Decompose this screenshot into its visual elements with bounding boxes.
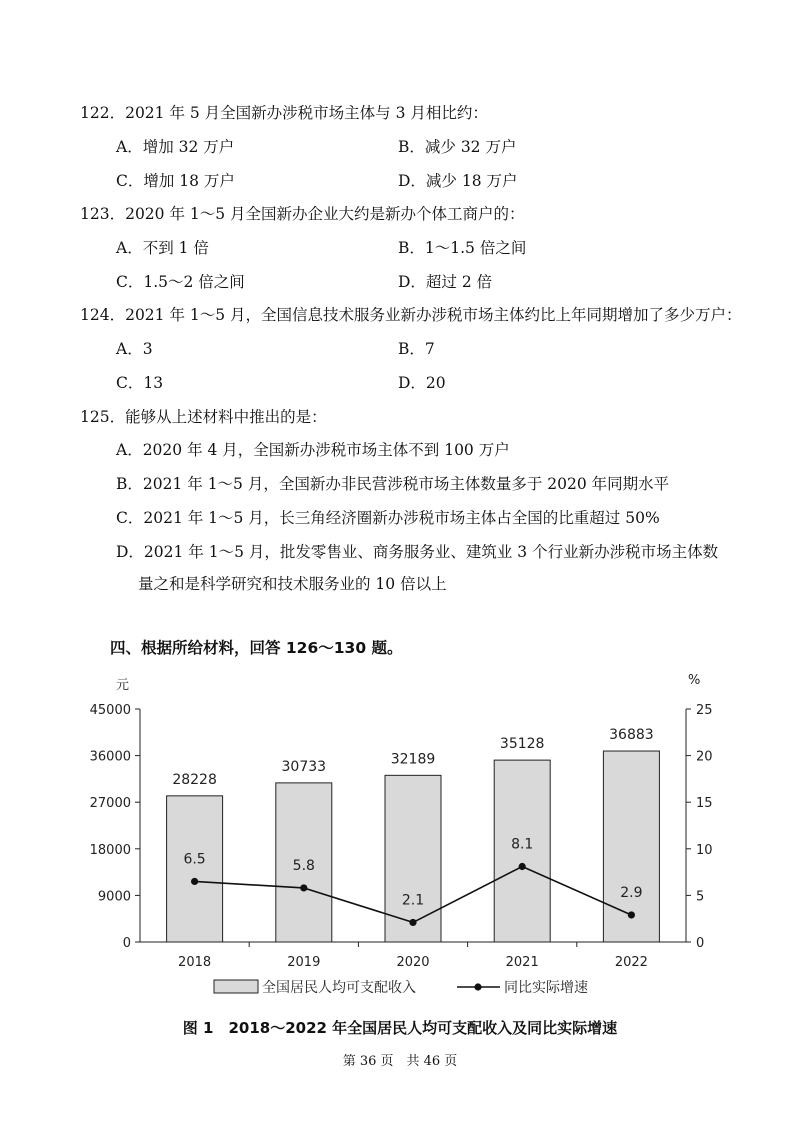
question-123-option-b: B．1～1.5 倍之间 (398, 239, 527, 257)
question-122-option-c: C．增加 18 万户 (116, 172, 235, 190)
figure-caption: 图 1 2018～2022 年全国居民人均可支配收入及同比实际增速 (182, 1019, 618, 1037)
left-axis-tick-label: 0 (122, 936, 131, 951)
growth-label: 2.1 (401, 892, 425, 909)
growth-point (300, 884, 307, 891)
question-125-stem: 125．能够从上述材料中推出的是： (80, 408, 327, 426)
x-axis-tick-label: 2020 (396, 955, 430, 970)
legend-line-label: 同比实际增速 (504, 980, 588, 996)
legend-line-marker (474, 983, 481, 990)
question-123-option-d: D．超过 2 倍 (398, 273, 493, 291)
question-125-option-a: A．2020 年 4 月，全国新办涉税市场主体不到 100 万户 (116, 441, 510, 459)
question-123-option-a: A．不到 1 倍 (116, 239, 209, 257)
right-axis-tick-label: 5 (696, 889, 705, 905)
question-123-option-c: C．1.5～2 倍之间 (116, 273, 245, 291)
growth-label: 5.8 (292, 857, 315, 874)
growth-label: 6.5 (183, 851, 206, 868)
right-axis-tick-label: 10 (696, 842, 713, 858)
growth-point (628, 911, 635, 918)
x-axis-tick-label: 2021 (505, 955, 539, 970)
question-122-option-a: A．增加 32 万户 (116, 138, 235, 156)
left-axis-tick-label: 36000 (89, 749, 131, 765)
question-124-option-b: B．7 (398, 340, 435, 358)
question-124-option-d: D．20 (398, 374, 446, 392)
question-124-option-a: A．3 (116, 340, 153, 358)
question-124-option-c: C．13 (116, 374, 164, 392)
question-125-option-b: B．2021 年 1～5 月，全国新办非民营涉税市场主体数量多于 2020 年同期水平 (116, 475, 670, 493)
section-title: 四、根据所给材料，回答 126～130 题。 (110, 639, 403, 657)
x-axis-tick-label: 2022 (614, 955, 648, 970)
right-axis-tick-label: 25 (696, 703, 713, 718)
right-axis-tick-label: 0 (696, 936, 705, 951)
growth-point (519, 863, 526, 870)
income-bar-label: 28228 (172, 771, 217, 788)
question-125-option-d-continued: 量之和是科学研究和技术服务业的 10 倍以上 (138, 575, 447, 593)
left-axis-tick-label: 9000 (97, 889, 131, 905)
right-axis-tick-label: 20 (696, 749, 713, 765)
question-122-option-d: D．减少 18 万户 (398, 172, 518, 190)
growth-point (191, 878, 198, 885)
income-bar (167, 796, 223, 942)
legend-bar-swatch (214, 980, 258, 993)
income-bar-label: 30733 (281, 758, 327, 775)
question-122-option-b: B．减少 32 万户 (398, 138, 517, 156)
left-axis-tick-label: 27000 (89, 796, 131, 812)
left-axis-tick-label: 45000 (89, 703, 131, 718)
income-growth-chart (0, 660, 800, 1005)
x-axis-tick-label: 2018 (178, 955, 212, 970)
question-122-stem: 122．2021 年 5 月全国新办涉税市场主体与 3 月相比约： (80, 104, 488, 122)
left-axis-unit: 元 (116, 678, 130, 693)
growth-label: 2.9 (620, 884, 643, 901)
left-axis-tick-label: 18000 (89, 842, 131, 858)
income-bar-label: 36883 (609, 727, 654, 744)
right-axis-unit: % (688, 673, 701, 688)
growth-label: 8.1 (511, 836, 534, 853)
question-123-stem: 123．2020 年 1～5 月全国新办企业大约是新办个体工商户的： (80, 205, 525, 223)
question-125-option-d: D．2021 年 1～5 月，批发零售业、商务服务业、建筑业 3 个行业新办涉税市场主体数 (116, 543, 719, 561)
x-axis-tick-label: 2019 (287, 955, 321, 970)
right-axis-tick-label: 15 (696, 796, 713, 812)
income-bar-label: 32189 (390, 751, 436, 768)
page-footer: 第 36 页 共 46 页 (342, 1054, 458, 1069)
question-125-option-c: C．2021 年 1～5 月，长三角经济圈新办涉税市场主体占全国的比重超过 50% (116, 509, 660, 527)
income-bar-label: 35128 (499, 736, 545, 753)
question-124-stem: 124．2021 年 1～5 月，全国信息技术服务业新办涉税市场主体约比上年同期增加了多少万户： (80, 306, 742, 324)
legend-bar-label: 全国居民人均可支配收入 (262, 980, 416, 996)
growth-point (409, 919, 416, 926)
